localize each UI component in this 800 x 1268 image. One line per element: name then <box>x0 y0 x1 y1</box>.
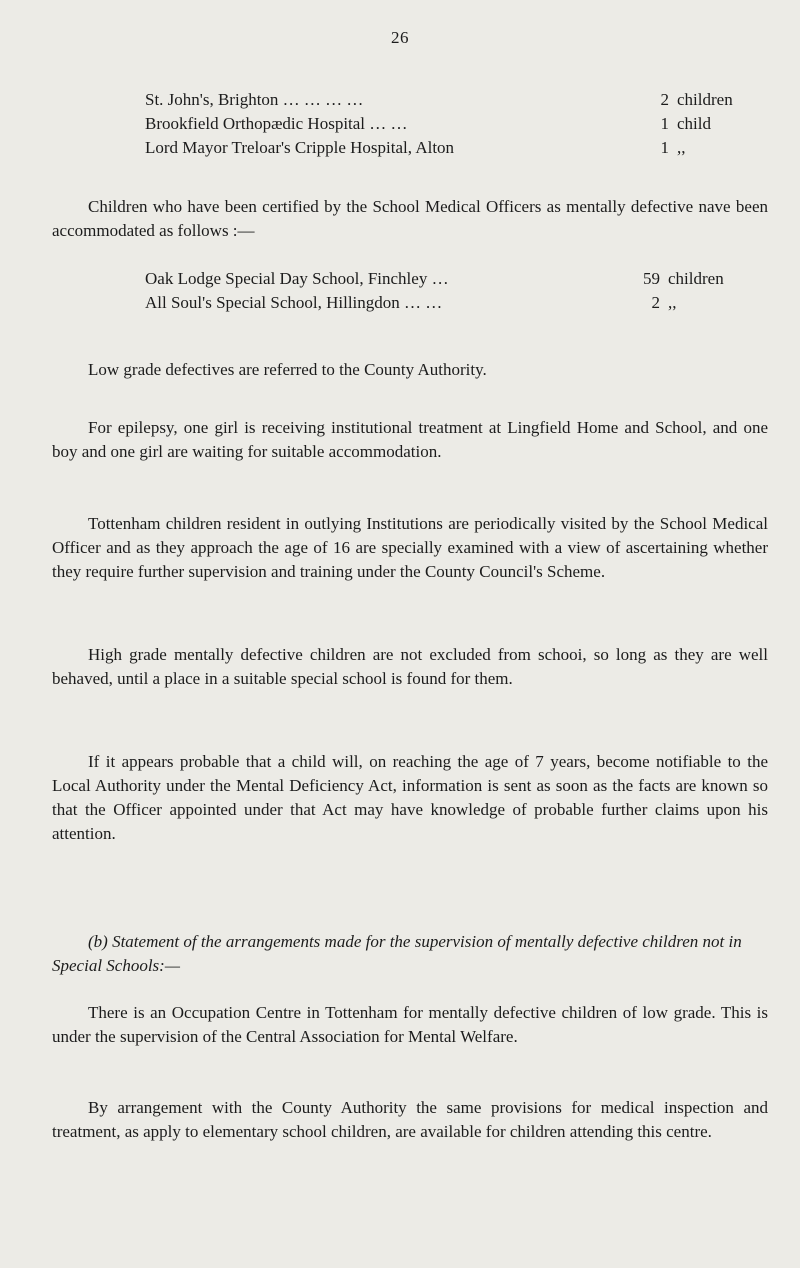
count-unit: child <box>677 114 711 133</box>
institution-name: All Soul's Special School, Hillingdon … … <box>145 293 443 312</box>
paragraph-arrangement: By arrangement with the County Authority the same provisions for medical inspection and treatment, as apply to elementary school children, are available for children attending this centre. <box>52 1098 768 1141</box>
list-item <box>145 267 770 291</box>
institution-name: Lord Mayor Treloar's Cripple Hospital, Alton <box>145 138 455 157</box>
child-count: 59 <box>643 269 660 288</box>
paragraph-occupation-centre: There is an Occupation Centre in Tottenham for mentally defective children of low grade. This is under the supervision of the Central Association for Mental Welfare. <box>52 1003 768 1046</box>
list-item <box>145 136 770 160</box>
child-count: 1 <box>660 114 669 133</box>
institution-name: Brookfield Orthopædic Hospital … … <box>145 114 408 133</box>
institution-name: St. John's, Brighton … … … … <box>145 90 364 109</box>
child-count: 1 <box>660 138 669 157</box>
child-count: 2 <box>651 293 660 312</box>
paragraph-certified: Children who have been certified by the School Medical Officers as mentally defective nave been accommodated as follows :— <box>52 197 768 240</box>
count-unit: ,, <box>668 293 677 312</box>
count-unit: children <box>668 269 724 288</box>
hospital-list <box>145 88 770 160</box>
institution-name: Oak Lodge Special Day School, Finchley … <box>145 269 449 288</box>
count-unit: ,, <box>677 138 686 157</box>
section-heading-b: (b) Statement of the arrangements made for the supervision of mentally defective children not in Special Schools:— <box>52 932 742 975</box>
paragraph-tottenham: Tottenham children resident in outlying Institutions are periodically visited by the School Medical Officer and as they approach the age of 16 are specially examined with a view of ascertaining whether they require further supervision and training under the County Council's Scheme. <box>52 514 768 581</box>
list-item <box>145 88 770 112</box>
count-unit: children <box>677 90 733 109</box>
mental-defective-list <box>145 267 770 315</box>
paragraph-notifiable: If it appears probable that a child will, on reaching the age of 7 years, become notifiable to the Local Authority under the Mental Deficiency Act, information is sent as soon as the facts are known so that the Officer appointed under that Act may have knowledge of probable further claims upon his attention. <box>52 752 768 843</box>
paragraph-epilepsy: For epilepsy, one girl is receiving institutional treatment at Lingfield Home and School, and one boy and one girl are waiting for suitable accommodation. <box>52 418 768 461</box>
list-item <box>145 291 770 315</box>
page-number: 26 <box>391 28 409 47</box>
paragraph-high-grade: High grade mentally defective children are not excluded from schooi, so long as they are well behaved, until a place in a suitable special school is found for them. <box>52 645 768 688</box>
list-item <box>145 112 770 136</box>
paragraph-low-grade: Low grade defectives are referred to the County Authority. <box>88 360 487 379</box>
child-count: 2 <box>660 90 669 109</box>
